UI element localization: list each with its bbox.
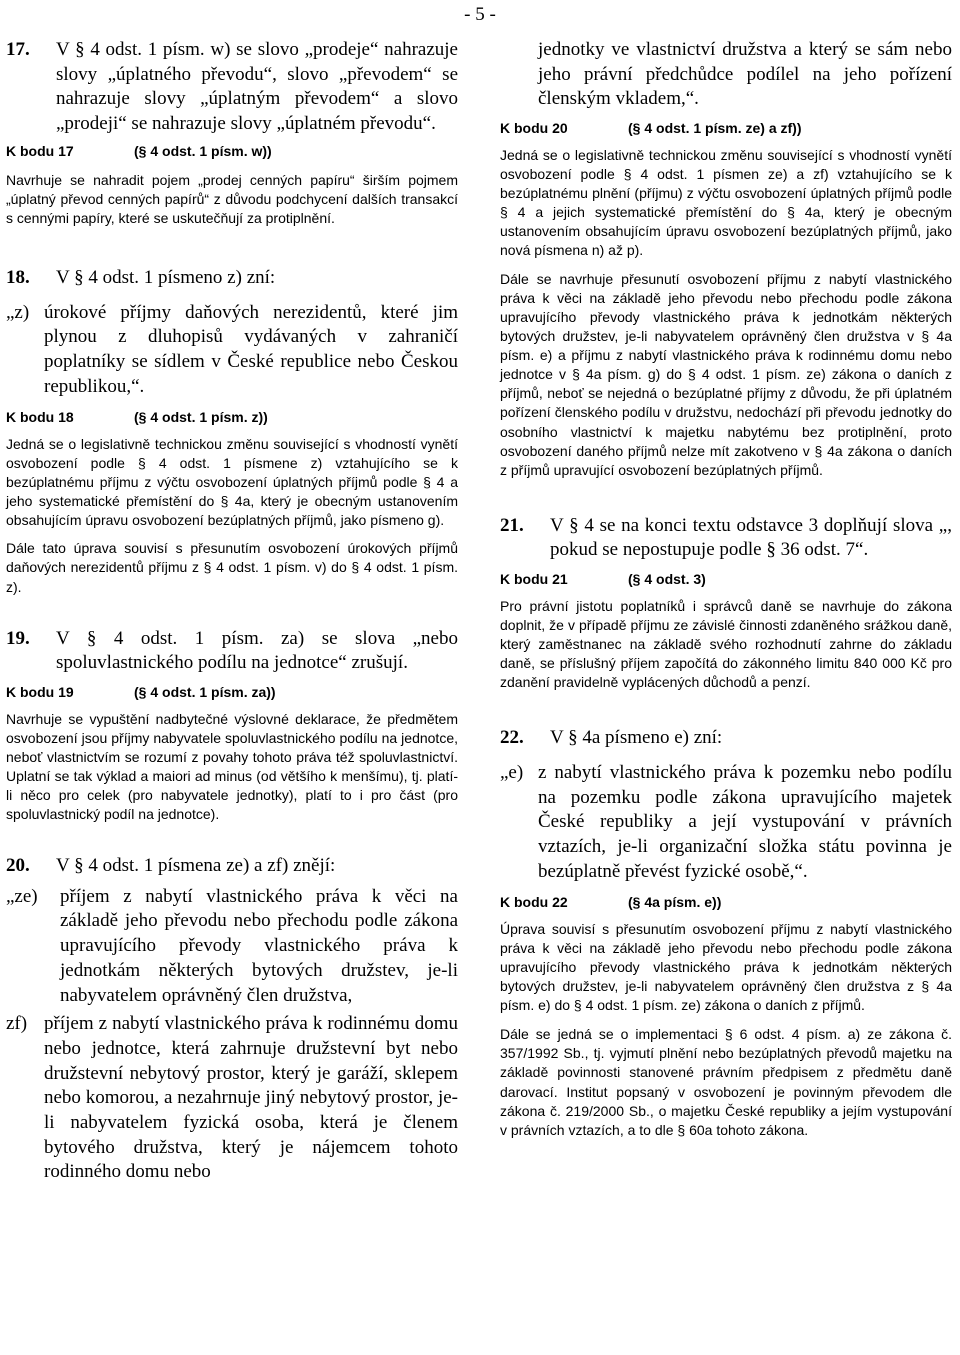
amendment-text: V § 4 se na konci textu odstavce 3 doplňují slova „, pokud se nepostupuje podle § 36 odst. 7“. <box>550 514 952 561</box>
heading-label: K bodu 18 <box>6 409 74 426</box>
provision-text: příjem z nabytí vlastnického práva k věci na základě jeho převodu nebo přechodu podle zákona upravujícího převody vlastnického práva k jednotkám některých bytových družstev, je-li nabyvatelem oprávněný člen družstva, <box>60 885 458 1006</box>
explanation-19: Navrhuje se vypuštění nadbytečné výslovné deklarace, že předmětem osvobození jsou příjmy nabyvatele spoluvlastnického podílu na jednotce, neboť vlastnictvím se rozumí z povahy tohoto práva též spoluvlastnictví. Uplatní se tak výklad a maiori ad minus (od většího k menšímu), tj. platí-li něco pro celek (pro nabyvatele jednotky), platí to i pro část (pro spoluvlastnický podíl na jednotce). <box>6 710 458 823</box>
heading-reference: (§ 4 odst. 1 písm. za)) <box>134 683 276 700</box>
explanation-17: Navrhuje se nahradit pojem „prodej cenných papíru“ širším pojmem „úplatný převod cenných papírů“ z důvodu podchycení dalších transakcí s cennými papíry, které se uskutečňují za protiplnění. <box>6 171 458 226</box>
amendment-text: V § 4 odst. 1 písmena ze) a zf) znějí: <box>56 855 336 877</box>
explanation-20b: Dále se navrhuje přesunutí osvobození příjmu z nabytí vlastnického práva k věci na základě jeho převodu nebo přechodu podle zákona upravujícího převody vlastnického práva k jednotkám některých bytových družstev, je-li nabyvatelem oprávněný člen družstva v § 4a písm. e) a příjmu z nabytí vlastnického práva k rodinnému domu nebo jednotce v § 4a písm. g) do § 4 odst. 1 písm. ze) zákona o daních z příjmů, neboť se nejedná o bezúplatné příjmy z důvodu, že při úplatném pořízení členského podílu v družstvu, nedochází při převodu jednotky do osobního vlastnictví k majetku nabytému bez protiplnění, proto osvobození daného příjmů nelze mít zakotveno v § 4a zákona o daních z příjmů upravující osvobození bezúplatných příjmů. <box>500 271 952 478</box>
explanation-20a: Jedná se o legislativně technickou změnu související s vhodností vynětí osvobození podle § 4 odst. 1 písmen ze) a zf) vztahujícího se k bezúplatnému plnění (příjmu) z výčtu osvobození úplatných příjmů podle § 4 a jejich systematické přemístění do § 4a, který je obecným ustanovením obsahujícím úpravu osvobození bezúplatných příjmů, jako nová písmena n) až p). <box>500 147 952 259</box>
amendment-number: 19. <box>6 627 30 649</box>
provision-text: jednotky ve vlastnictví družstva a který se sám nebo jeho právní předchůdce podílel na jeho pořízení členským vkladem,“. <box>538 39 952 110</box>
explanation-heading-22 <box>500 894 952 910</box>
amendment-number: 21. <box>500 514 524 536</box>
amendment-text: V § 4 odst. 1 písm. w) se slovo „prodeje“ nahrazuje slovy „úplatného převodu“, slovo „převodem“ se nahrazuje slovy „úplatným převodem“ a slovo „prodeji“ se nahrazuje slovy „úplatném převodu“. <box>56 39 458 135</box>
heading-reference: (§ 4 odst. 3) <box>628 570 706 587</box>
heading-reference: (§ 4 odst. 1 písm. w)) <box>134 142 272 159</box>
explanation-18b: Dále tato úprava souvisí s přesunutím osvobození úrokových příjmů daňových nerezidentů příjmu z § 4 odst. 1 písm. v) do § 4 odst. 1 písm. z). <box>6 540 458 595</box>
amendment-text: V § 4a písmeno e) zní: <box>550 727 723 749</box>
amendment-number: 17. <box>6 39 30 60</box>
provision-text: příjem z nabytí vlastnického práva k rodinnému domu nebo jednotce, která zahrnuje družstevní byt nebo družstevní nebytový prostor, který je garáží, sklepem nebo komorou, a nezahrnuje jiný nebytový prostor, je-li nabyvatelem fyzická osoba, která je členem bytového družstva, který je nájemcem tohoto rodinného domu nebo <box>44 1013 458 1183</box>
heading-reference: (§ 4 odst. 1 písm. ze) a zf)) <box>628 120 802 137</box>
quoted-provision-zf <box>6 1012 458 1185</box>
explanation-heading-19 <box>6 684 458 700</box>
amendment-number: 20. <box>6 855 30 877</box>
quoted-provision-z <box>6 301 458 400</box>
heading-label: K bodu 21 <box>500 570 568 587</box>
heading-label: K bodu 22 <box>500 894 568 911</box>
explanation-heading-20 <box>500 120 952 136</box>
amendment-21 <box>500 514 952 563</box>
quoted-provision-e <box>500 761 952 884</box>
quoted-provision-ze <box>6 885 458 1008</box>
provision-text: z nabytí vlastnického práva k pozemku nebo podílu na pozemku podle zákona upravujícího majetek České republiky a její vystupování v právních vztazích, je-li organizační složka státu povinna je bezúplatně převést fyzické osobě,“. <box>538 761 952 882</box>
right-column <box>500 38 952 1140</box>
heading-label: K bodu 19 <box>6 683 74 700</box>
page-number: - 5 - <box>464 4 496 25</box>
provision-text: úrokové příjmy daňových nerezidentů, které jim plynou z dluhopisů vydávaných v zahraničí poplatníky se sídlem v České republice nebo Českou republikou,“. <box>44 301 458 397</box>
provision-letter: „ze) <box>6 885 38 907</box>
heading-label: K bodu 20 <box>500 120 568 137</box>
amendment-22 <box>500 726 952 751</box>
explanation-heading-21 <box>500 571 952 587</box>
provision-letter: „e) <box>500 761 524 783</box>
provision-continuation <box>500 38 952 112</box>
explanation-22b: Dále se jedná se o implementaci § 6 odst. 4 písm. a) ze zákona č. 357/1992 Sb., tj. vyjmutí plnění nebo bezúplatných převodů majetku na základě povinnosti stanovené právním předpisem z předmětu daně darovací. Institut popsaný v osvobození je povinným převodem dle zákona č. 219/2000 Sb., o majetku České republiky a jejím vystupování v právních vztazích, a to dle § 60a tohoto zákona. <box>500 1026 952 1138</box>
heading-reference: (§ 4a písm. e)) <box>628 894 722 911</box>
explanation-heading-18 <box>6 409 458 425</box>
provision-letter: zf) <box>6 1013 28 1035</box>
explanation-22a: Úprava souvisí s přesunutím osvobození příjmu z nabytí vlastnického práva k věci na základě jeho převodu nebo přechodu podle zákona upravujícího převody vlastnického práva k jednotkám některých bytových družstev, je-li nabyvatelem oprávněný člen družstva z § 4a písm. e) do § 4 odst. 1 písm. ze) zákona o daních z příjmů. <box>500 921 952 1014</box>
explanation-18a: Jedná se o legislativně technickou změnu související s vhodností vynětí osvobození podle § 4 odst. 1 písmene z) vztahujícího se k bezúplatnému příjmu z výčtu osvobození úplatných příjmů podle § 4 a jeho systematické přemístění do § 4a, který je obecným ustanovením obsahujícím úpravu osvobození bezúplatných příjmů, jako písmeno g). <box>6 436 458 529</box>
amendment-text: V § 4 odst. 1 písmeno z) zní: <box>56 266 276 288</box>
amendment-18 <box>6 266 458 291</box>
amendment-20 <box>6 854 458 879</box>
amendment-17 <box>6 38 458 137</box>
explanation-21: Pro právní jistotu poplatníků i správců daně se navrhuje do zákona doplnit, že v případě příjmu ze závislé činnosti zdaněného srážkou daně, který zaměstnanec na základě svého rozhodnutí zahrne do základu daně, se příslušný příjem započítá do zákonného limitu 840 000 Kč pro zdanění pravidelně vyplácených důchodů a penzí. <box>500 597 952 691</box>
amendment-19 <box>6 627 458 676</box>
provision-letter: „z) <box>6 301 30 323</box>
amendment-number: 22. <box>500 727 524 749</box>
amendment-text: V § 4 odst. 1 písm. za) se slova „nebo spoluvlastnického podílu na jednotce“ zrušují. <box>56 627 458 674</box>
left-column <box>6 38 458 1185</box>
explanation-heading-17 <box>6 143 458 159</box>
heading-label: K bodu 17 <box>6 142 74 159</box>
heading-reference: (§ 4 odst. 1 písm. z)) <box>134 409 268 426</box>
amendment-number: 18. <box>6 266 30 288</box>
indent-spacer <box>500 38 538 112</box>
